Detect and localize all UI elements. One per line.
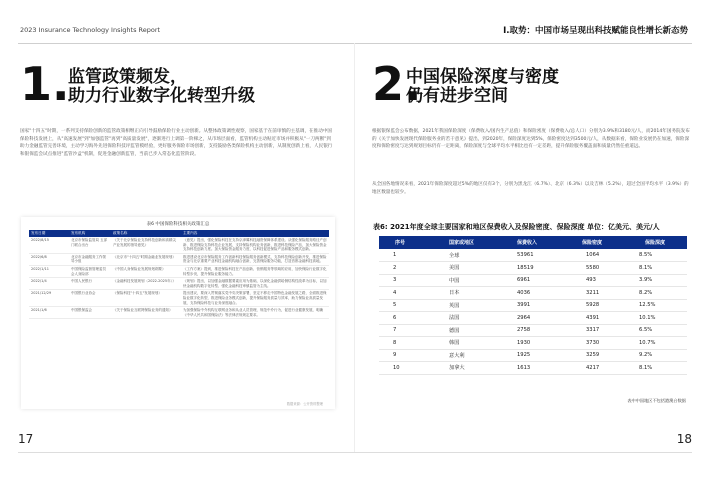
- table-row: [379, 324, 687, 337]
- section1-title-line2: 助力行业数字化转型升级: [68, 86, 255, 106]
- table-cell: 中国银保监会: [71, 308, 92, 313]
- section2-paragraph-2: 从全国各地情况来看，2021年保险深度超过5%的地区仅有3个，分别为黑龙江（6.7%）、北京（6.3%）以及吉林（5.2%），超过全国平均水平（3.9%）的地区数量也较少。: [372, 182, 689, 195]
- header-divider: [18, 43, 692, 44]
- table-row: [379, 299, 687, 312]
- header-report-name: 2023 Insurance Technology Insights Report: [20, 26, 161, 34]
- section2-paragraph-1: 根据银保监会公布数据，2021年我国保险深度（保费收入/国内生产总值）和保险密度（保费收入/总人口）分别为3.9%和3180元/人，而2014年国务院发布的《关于加快发展现代保险服务业的若干意见》提出，到2020年，保险深度达到5%，保险密度达到3500元/人，从数据来看，保险业发展仍在加速，保险深度和保险密度与达到规划目标仍有一定距离，保险深度与全球平均水平相比也有一定差距，提升保险服务覆盖面和质量仍然任重道远。: [372, 129, 690, 150]
- table-cell: 法国: [433, 312, 501, 325]
- table-cell: 中国保险监督管理委员会人身险部: [71, 266, 106, 276]
- table-row: [379, 249, 687, 262]
- center-divider: [354, 43, 355, 453]
- table-row: [379, 312, 687, 325]
- section2-title: [406, 68, 559, 106]
- policy-table-title: 表6 中国保险科技相关政策汇总: [146, 222, 210, 227]
- page-number-right: 18: [676, 432, 692, 446]
- table-cell: 3317: [566, 324, 629, 337]
- table-cell: 1613: [501, 362, 566, 375]
- table-cell: 3730: [566, 337, 629, 350]
- table-row: [379, 337, 687, 350]
- table-cell: 美国: [433, 262, 501, 275]
- table-cell: 7: [379, 324, 433, 337]
- policy-table-body: [29, 237, 329, 319]
- table-cell: 10: [379, 362, 433, 375]
- table-cell: 3.9%: [629, 274, 687, 287]
- table-cell: 为加强保险中介机构互联网业务和从业人员管理，规范中介行为，促进行业健康发展，明确《中华人民共和国保险法》等法律法规规定要求。: [183, 308, 323, 317]
- header-depth: 保险深度: [629, 236, 687, 249]
- section2-title-line2: 仍有进步空间: [406, 86, 508, 106]
- table-row: [29, 307, 329, 319]
- table-cell: 全球: [433, 249, 501, 262]
- header-premium: 保费收入: [501, 236, 566, 249]
- section1-paragraph: 国家"十四五"时期，一系列支持保险创新的监管政策相继正向引导鼓励保险行业主动创新。从整体政策调性观察，国家基于在前审慎的主基调，在推动中国保险科技发展上，从"高速发展"到"加强监管"再到"高质量发展"，逐渐进行上调第一阶梯之，从市场层面看，监管机构主动贴近市场并积极从"一刀两断"到助力金融监管完善环境，主动学习海外先进保险科技评监管模经验，更好服务保险市场创新，支持鼓励各类保险机构主动创新，从制度创新上看，人民银行和银保监会试点推进"监管沙盒"机制，促进金融创新监管，当前已步入常态化监管阶段。: [20, 129, 333, 157]
- table-cell: 《保险科技"十四五"发展规划》: [113, 291, 162, 296]
- table-row: [379, 362, 687, 375]
- table-cell: 8.2%: [629, 287, 687, 300]
- table-cell: 3: [379, 274, 433, 287]
- table-cell: 53961: [501, 249, 566, 262]
- table-cell: 《关于北京保险业支持科技创新和高精尖产业发展的指导意见》: [113, 238, 176, 247]
- table-cell: 《意见》提出，强化保险科技在支持京津冀科技融资保障体系建设。从强化保险服务路径产创新、推进保险支持科技企业发展，支持保险机构业务创新，推进科技保险产品，加大保险资金支持科技创新力度。加大保险资金服务力度，以科技促进保险产品和服务模式创新。: [183, 238, 327, 252]
- page-number-left: 17: [18, 432, 34, 446]
- table-cell: 1925: [501, 349, 566, 362]
- table-cell: 日本: [433, 287, 501, 300]
- table-cell: 提出建议，要深入贯彻落实党中央决策部署，坚定不移走中国特色金融发展之路，全面推进保险业数字化转型，推进保险业务模式创新，提升保险服务质量与效率，助力保险业高质量发展，支持保险科技与业务深度融合。: [183, 291, 327, 305]
- header-index: 序号: [379, 236, 433, 249]
- policy-table-card: [21, 217, 335, 409]
- table-cell: 《工作方案》提到，推进保险科技在产品创新、营销服务等领域的应用，加快保险行业数字化转型步伐，提升保险业服务能力。: [183, 266, 327, 276]
- table-cell: 2021/1/6: [31, 308, 47, 313]
- table-cell: 6961: [501, 274, 566, 287]
- table-cell: 12.5%: [629, 299, 687, 312]
- table-cell: 9.2%: [629, 349, 687, 362]
- table-cell: 韩国: [433, 337, 501, 350]
- header-section-title: Ⅰ.取势：中国市场呈现出科技赋能良性增长新态势: [503, 26, 688, 36]
- table-cell: 中国: [433, 274, 501, 287]
- section1-number: 1.: [20, 57, 70, 111]
- table-cell: 18519: [501, 262, 566, 275]
- table-cell: 2022/8/15: [31, 238, 49, 242]
- table-cell: 意大利: [433, 349, 501, 362]
- table-cell: 德国: [433, 324, 501, 337]
- table-cell: 4036: [501, 287, 566, 300]
- table-row: [379, 287, 687, 300]
- policy-header-name: 政策名称: [113, 231, 128, 235]
- table-cell: 3259: [566, 349, 629, 362]
- insurance-table-title: 表6: 2021年度全球主要国家和地区保费收入及保险密度、保险深度 单位：亿美元、美元/人: [373, 223, 660, 231]
- table-cell: 1930: [501, 337, 566, 350]
- table-cell: 北京市金融服务工作领导小组: [71, 254, 106, 264]
- table-row: [29, 266, 329, 278]
- table-cell: 2022/1/4: [31, 279, 47, 284]
- table-row: [29, 290, 329, 307]
- table-cell: 加拿大: [433, 362, 501, 375]
- table-cell: 4217: [566, 362, 629, 375]
- table-cell: 《中国人身保险业发展规划纲要》: [113, 266, 166, 271]
- table-cell: 2758: [501, 324, 566, 337]
- table-row: [379, 262, 687, 275]
- table-row: [29, 237, 329, 254]
- table-cell: 《北京市"十四五"时期金融业发展规划》: [113, 254, 176, 259]
- table-cell: 推进建设北京市保险服务工作创新科技保险服务创新模式，支持科技保险创新开发，推进保险资金与北京重要产业科技金融机构融合创新，完善保险服务功能，打造首都金融科技高地。: [183, 254, 327, 264]
- table-cell: 2022/6/8: [31, 254, 47, 259]
- table-cell: 中国人民银行: [71, 279, 92, 284]
- table-cell: 4: [379, 287, 433, 300]
- table-cell: 2: [379, 262, 433, 275]
- policy-header-date: 发布日期: [31, 231, 46, 235]
- table-row: [29, 278, 329, 290]
- table-cell: 2022/1/11: [31, 266, 49, 271]
- footer-divider: [18, 452, 692, 453]
- table-cell: 6.5%: [629, 324, 687, 337]
- table-cell: 10.1%: [629, 312, 687, 325]
- insurance-table: [379, 236, 687, 375]
- policy-table-header: [29, 230, 329, 237]
- section1-title: [68, 68, 255, 106]
- table-cell: 3211: [566, 287, 629, 300]
- table-cell: 8.1%: [629, 362, 687, 375]
- table-cell: 英国: [433, 299, 501, 312]
- policy-header-agency: 发布机构: [71, 231, 86, 235]
- policy-table-note: 数据来源：公开资料整理: [286, 402, 323, 406]
- table-cell: 4391: [566, 312, 629, 325]
- policy-header-content: 主要内容: [183, 231, 198, 235]
- header-density: 保险密度: [566, 236, 629, 249]
- table-cell: 8: [379, 337, 433, 350]
- table-cell: 8.5%: [629, 249, 687, 262]
- table-cell: 6: [379, 312, 433, 325]
- header-region: 国家或地区: [433, 236, 501, 249]
- table-cell: 5: [379, 299, 433, 312]
- table-row: [379, 274, 687, 287]
- section2-title-line1: 中国保险深度与密度: [406, 67, 559, 87]
- table-cell: 9: [379, 349, 433, 362]
- table-cell: 493: [566, 274, 629, 287]
- table-cell: 1: [379, 249, 433, 262]
- table-cell: 《规划》提出，以加强金融数据要素应用为基础，以深化金融供给侧结构性改革为目标，以加快金融机构数字化转型、强化金融科技审慎监管为主线。: [183, 279, 327, 288]
- table-cell: 10.7%: [629, 337, 687, 350]
- table-cell: 8.1%: [629, 262, 687, 275]
- table-cell: 《金融科技发展规划（2022-2025年）》: [113, 279, 176, 284]
- table-cell: 北京市保险监管局 五部门联合出台: [71, 238, 108, 247]
- table-cell: 《关于保险业互联网保险业务的通知》: [113, 308, 173, 313]
- table-cell: 3991: [501, 299, 566, 312]
- section1-title-line1: 监管政策频发，: [68, 67, 187, 87]
- table-cell: 中国银行业协会: [71, 291, 96, 296]
- table-row: [29, 254, 329, 266]
- section2-number: 2.: [372, 57, 422, 111]
- table-cell: 5580: [566, 262, 629, 275]
- table-cell: 5928: [566, 299, 629, 312]
- table-row: [379, 349, 687, 362]
- table-cell: 2964: [501, 312, 566, 325]
- table-cell: 2021/12/29: [31, 291, 52, 296]
- insurance-table-note: 表中中国地区不包括港澳台数据: [627, 398, 686, 403]
- table-cell: 1064: [566, 249, 629, 262]
- insurance-table-header: [379, 236, 687, 249]
